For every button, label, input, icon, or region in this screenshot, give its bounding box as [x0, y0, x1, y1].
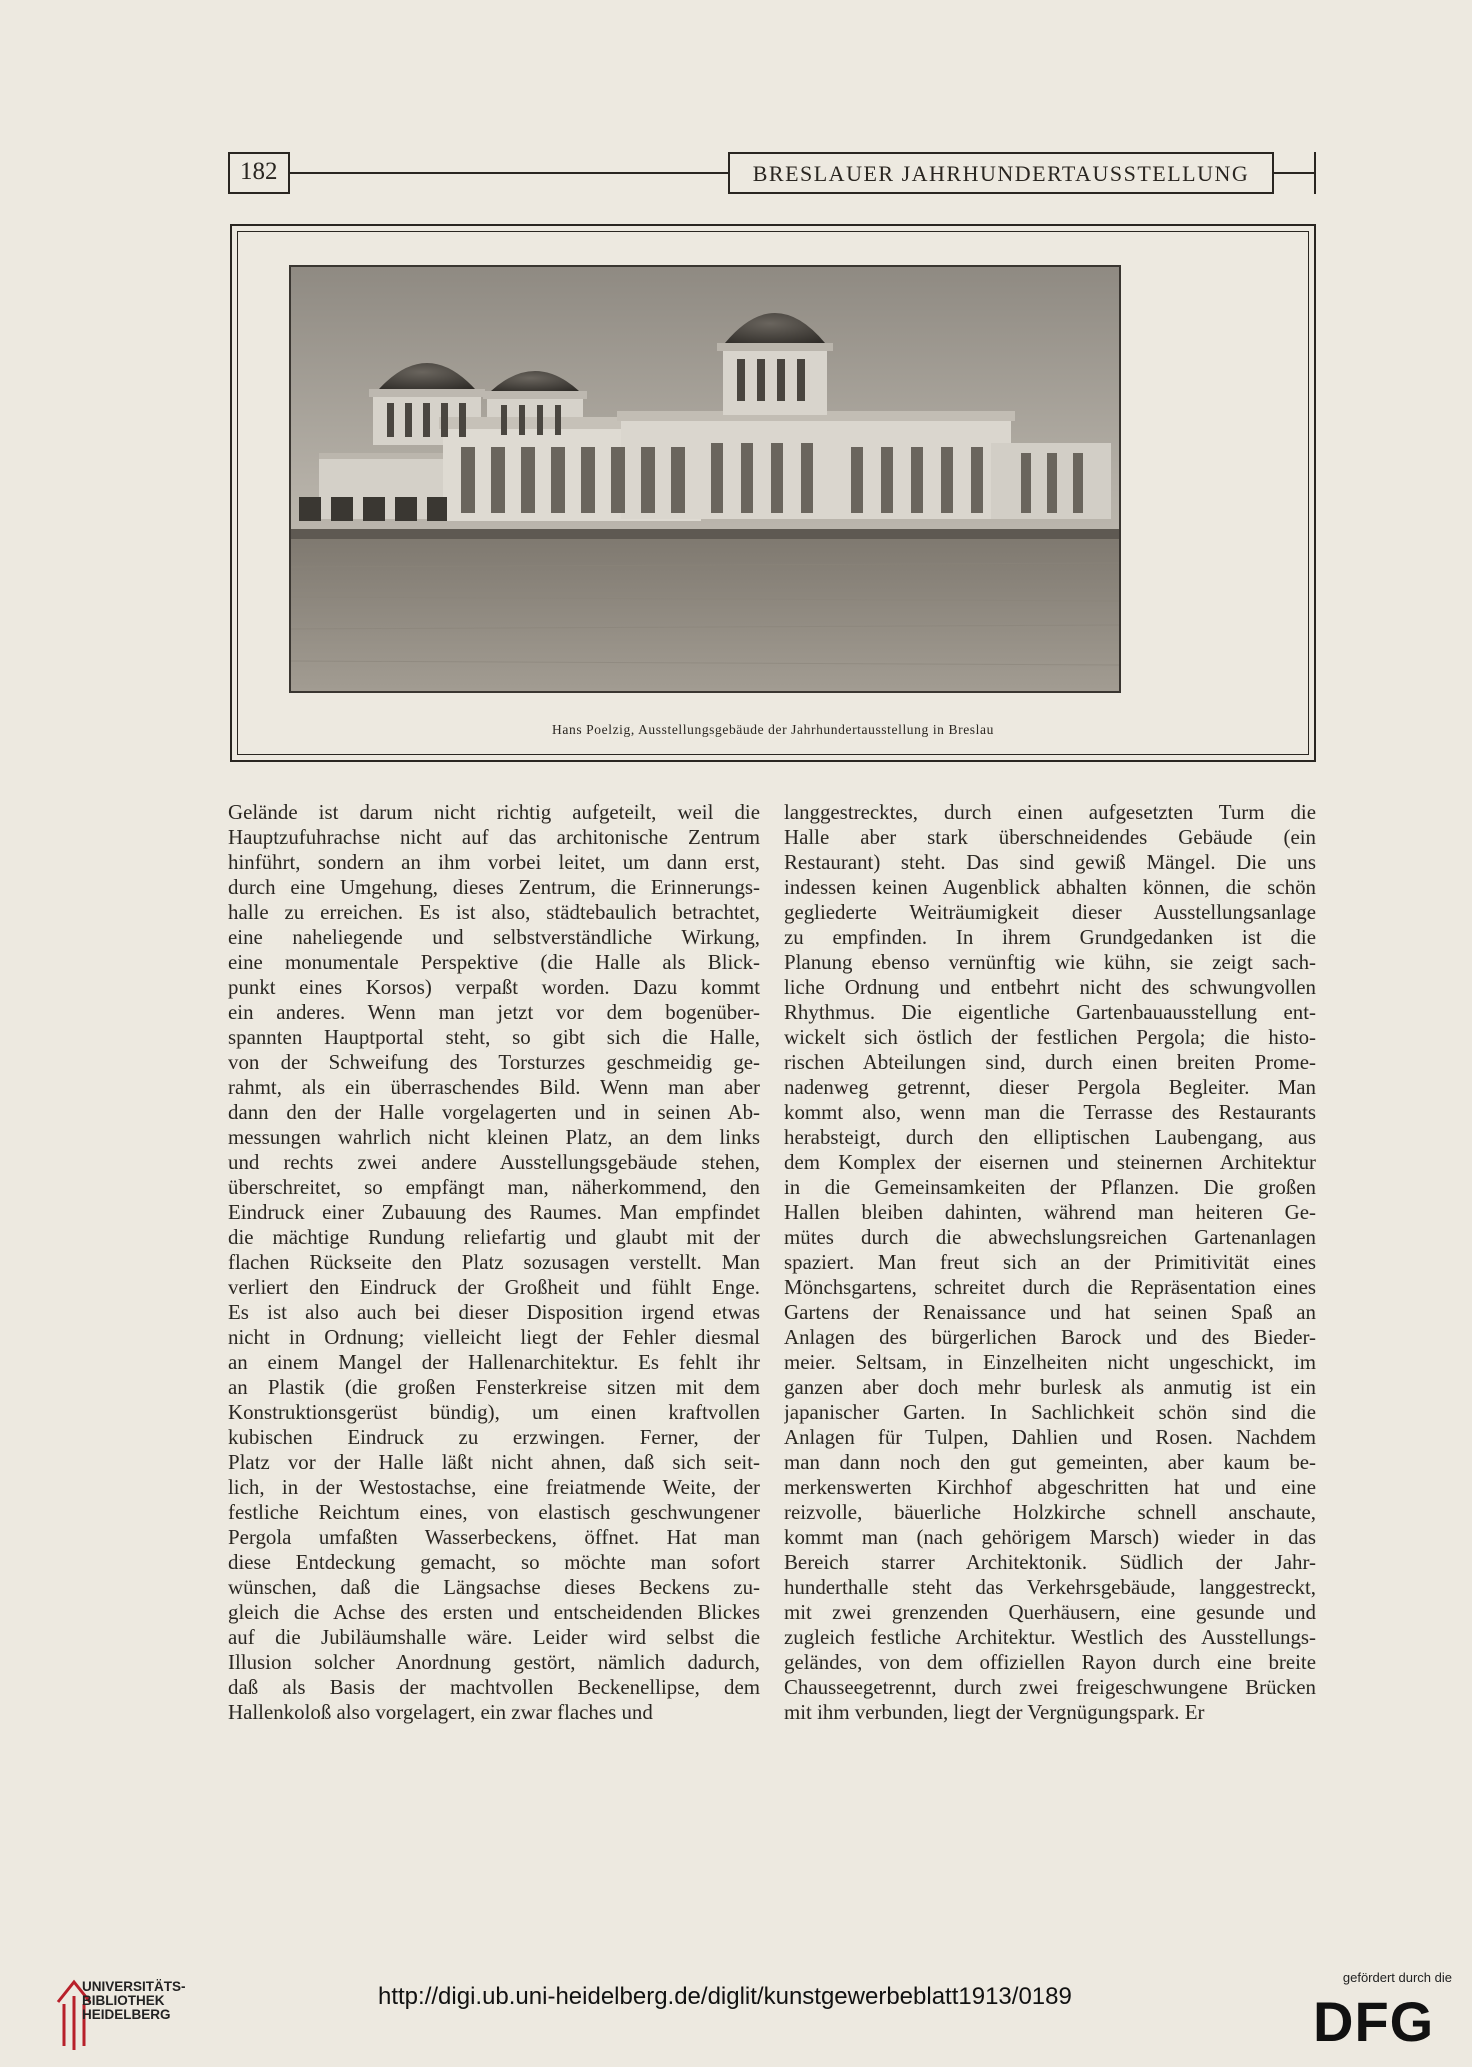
text-line: ein anderes. Wenn man jetzt vor dem bogenüber-: [228, 1000, 760, 1024]
text-line: langgestrecktes, durch einen aufgesetzten Turm die: [784, 800, 1316, 824]
running-header: [228, 152, 1316, 194]
text-line: kommt also, wenn man die Terrasse des Restaurants: [784, 1100, 1316, 1124]
text-line: an Plastik (die großen Fensterkreise sitzen mit dem: [228, 1375, 760, 1399]
text-line: flachen Rückseite den Platz sozusagen verstellt. Man: [228, 1250, 760, 1274]
header-rule: [290, 172, 730, 174]
text-line: Hauptzufuhrachse nicht auf das architonische Zentrum: [228, 825, 760, 849]
figure-caption: Hans Poelzig, Ausstellungsgebäude der Jahrhundertausstellung in Breslau: [552, 722, 994, 737]
text-line: hinführt, sondern an ihm vorbei leitet, um dann erst,: [228, 850, 760, 874]
header-divider: [728, 154, 730, 192]
header-rule: [728, 192, 1274, 194]
text-line: in die Gemeinsamkeiten der Pflanzen. Die großen: [784, 1175, 1316, 1199]
dfg-logo: DFG: [1313, 1990, 1435, 2053]
text-line: Chausseegetrennt, durch zwei freigeschwungene Brücken: [784, 1675, 1316, 1699]
text-line: Rhythmus. Die eigentliche Gartenbauausstellung ent-: [784, 1000, 1316, 1024]
text-line: nicht in Ordnung; vielleicht liegt der Fehler diesmal: [228, 1325, 760, 1349]
text-line: ganzen aber doch mehr burlesk als anmutig ist ein: [784, 1375, 1316, 1399]
text-line: meier. Seltsam, in Einzelheiten nicht ungeschickt, im: [784, 1350, 1316, 1374]
text-line: Planung ebenso vernünftig wie kühn, sie zeigt sach-: [784, 950, 1316, 974]
permalink-url[interactable]: http://digi.ub.uni-heidelberg.de/diglit/kunstgewerbeblatt1913/0189: [378, 1983, 1072, 2010]
text-line: Bereich starrer Architektonik. Südlich der Jahr-: [784, 1550, 1316, 1574]
text-line: Pergola umfaßten Wasserbeckens, öffnet. Hat man: [228, 1525, 760, 1549]
text-line: die mächtige Rundung reliefartig und glaubt mit der: [228, 1225, 760, 1249]
text-line: Eindruck einer Zubauung des Raumes. Man empfindet: [228, 1200, 760, 1224]
text-line: Es ist also auch bei dieser Disposition irgend etwas: [228, 1300, 760, 1324]
text-line: zu empfinden. In ihrem Grundgedanken ist die: [784, 925, 1316, 949]
text-line: Konstruktionsgerüst bündig), um einen kraftvollen: [228, 1400, 760, 1424]
text-line: mit zwei grenzenden Querhäusern, eine gesunde und: [784, 1600, 1316, 1624]
library-name-line: UNIVERSITÄTS-: [82, 1979, 186, 1994]
text-line: eine monumentale Perspektive (die Halle als Blick-: [228, 950, 760, 974]
text-line: diese Entdeckung gemacht, so möchte man sofort: [228, 1550, 760, 1574]
library-name: [82, 1980, 186, 2022]
header-rule: [228, 192, 290, 194]
text-line: halle zu erreichen. Es ist also, städtebaulich betrachtet,: [228, 900, 760, 924]
text-line: an einem Mangel der Hallenarchitektur. Es fehlt ihr: [228, 1350, 760, 1374]
header-rule: [728, 152, 1274, 154]
text-line: geländes, von dem offiziellen Rayon durch eine breite: [784, 1650, 1316, 1674]
text-line: daß als Basis der machtvollen Beckenellipse, dem: [228, 1675, 760, 1699]
text-line: wünschen, daß die Längsachse dieses Beckens zu-: [228, 1575, 760, 1599]
text-line: festliche Reichtum eines, von elastisch geschwungener: [228, 1500, 760, 1524]
text-line: dann den der Halle vorgelagerten und in seinen Ab-: [228, 1100, 760, 1124]
running-title: BRESLAUER JAHRHUNDERTAUSSTELLUNG: [752, 161, 1250, 186]
text-line: eine naheliegende und selbstverständliche Wirkung,: [228, 925, 760, 949]
text-line: gegliederte Weiträumigkeit dieser Ausstellungsanlage: [784, 900, 1316, 924]
text-column-right: [784, 800, 1316, 1725]
text-line: und rechts zwei andere Ausstellungsgebäude stehen,: [228, 1150, 760, 1174]
text-line: Gelände ist darum nicht richtig aufgeteilt, weil die: [228, 800, 760, 824]
text-line: überschreitet, so empfängt man, näherkommend, den: [228, 1175, 760, 1199]
text-line: reizvolle, bäuerliche Holzkirche schnell anschaute,: [784, 1500, 1316, 1524]
text-line: herabsteigt, durch den elliptischen Laubengang, aus: [784, 1125, 1316, 1149]
text-line: spannten Hauptportal steht, so gibt sich die Halle,: [228, 1025, 760, 1049]
text-line: kommt man (nach gehörigem Marsch) wieder in das: [784, 1525, 1316, 1549]
text-line: von der Schweifung des Torsturzes geschmeidig ge-: [228, 1050, 760, 1074]
text-line: gleich die Achse des ersten und entscheidenden Blickes: [228, 1600, 760, 1624]
text-line: liche Ordnung und entbehrt nicht des schwungvollen: [784, 975, 1316, 999]
text-line: spaziert. Man freut sich an der Primitivität eines: [784, 1250, 1316, 1274]
text-line: Illusion solcher Anordnung gestört, nämlich dadurch,: [228, 1650, 760, 1674]
text-line: Halle aber stark überschneidendes Gebäude (ein: [784, 825, 1316, 849]
text-line: rischen Abteilungen sind, durch einen breiten Prome-: [784, 1050, 1316, 1074]
header-rule: [1274, 172, 1314, 174]
text-line: kubischen Eindruck zu erzwingen. Ferner, der: [228, 1425, 760, 1449]
library-name-line: BIBLIOTHEK: [82, 1993, 165, 2008]
text-line: Platz vor der Halle läßt nicht ahnen, daß sich seit-: [228, 1450, 760, 1474]
text-line: mütes durch die abwechslungsreichen Gartenanlagen: [784, 1225, 1316, 1249]
text-line: zugleich festliche Architektur. Westlich des Ausstellungs-: [784, 1625, 1316, 1649]
text-line: Hallenkoloß also vorgelagert, ein zwar flaches und: [228, 1700, 653, 1724]
text-line: Hallen bleiben dahinten, während man heiteren Ge-: [784, 1200, 1316, 1224]
text-line: nadenweg getrennt, dieser Pergola Begleiter. Man: [784, 1075, 1316, 1099]
text-line: rahmt, als ein überraschendes Bild. Wenn man aber: [228, 1075, 760, 1099]
text-column-left: [228, 800, 760, 1725]
text-line: lich, in der Westostachse, eine freiatmende Weite, der: [228, 1475, 760, 1499]
text-line: Anlagen für Tulpen, Dahlien und Rosen. Nachdem: [784, 1425, 1316, 1449]
text-line: Restaurant) steht. Das sind gewiß Mängel. Die uns: [784, 850, 1316, 874]
exhibition-building-photo: [289, 265, 1121, 693]
text-line: auf die Jubiläumshalle wäre. Leider wird selbst die: [228, 1625, 760, 1649]
funded-by-label: gefördert durch die: [1342, 1970, 1452, 1985]
text-line: durch eine Umgehung, dieses Zentrum, die Erinnerungs-: [228, 875, 760, 899]
text-line: dem Komplex der eisernen und steinernen Architektur: [784, 1150, 1316, 1174]
text-line: indessen keinen Augenblick abhalten können, die schön: [784, 875, 1316, 899]
page-number: 182: [240, 158, 278, 185]
photo-illustration: [291, 267, 1119, 691]
text-line: wickelt sich östlich der festlichen Pergola; die histo-: [784, 1025, 1316, 1049]
text-line: Gartens der Renaissance und hat seinen Spaß an: [784, 1300, 1316, 1324]
text-line: man dann noch den gut gemeinten, aber kaum be-: [784, 1450, 1316, 1474]
text-line: punkt eines Korsos) verpaßt worden. Dazu kommt: [228, 975, 760, 999]
text-line: japanischer Garten. In Sachlichkeit schön sind die: [784, 1400, 1316, 1424]
text-line: mit ihm verbunden, liegt der Vergnügungspark. Er: [784, 1700, 1205, 1724]
text-line: Mönchsgartens, schreitet durch die Repräsentation eines: [784, 1275, 1316, 1299]
text-line: Anlagen des bürgerlichen Barock und des Bieder-: [784, 1325, 1316, 1349]
header-rule: [228, 152, 290, 154]
text-line: merkenswerten Kirchhof abgeschritten hat und eine: [784, 1475, 1316, 1499]
text-line: messungen wahrlich nicht kleinen Platz, an dem links: [228, 1125, 760, 1149]
text-line: verliert den Eindruck der Großheit und fühlt Enge.: [228, 1275, 760, 1299]
library-name-line: HEIDELBERG: [82, 2007, 171, 2022]
figure-frame: [230, 224, 1316, 762]
text-line: hunderthalle steht das Verkehrsgebäude, langgestreckt,: [784, 1575, 1316, 1599]
